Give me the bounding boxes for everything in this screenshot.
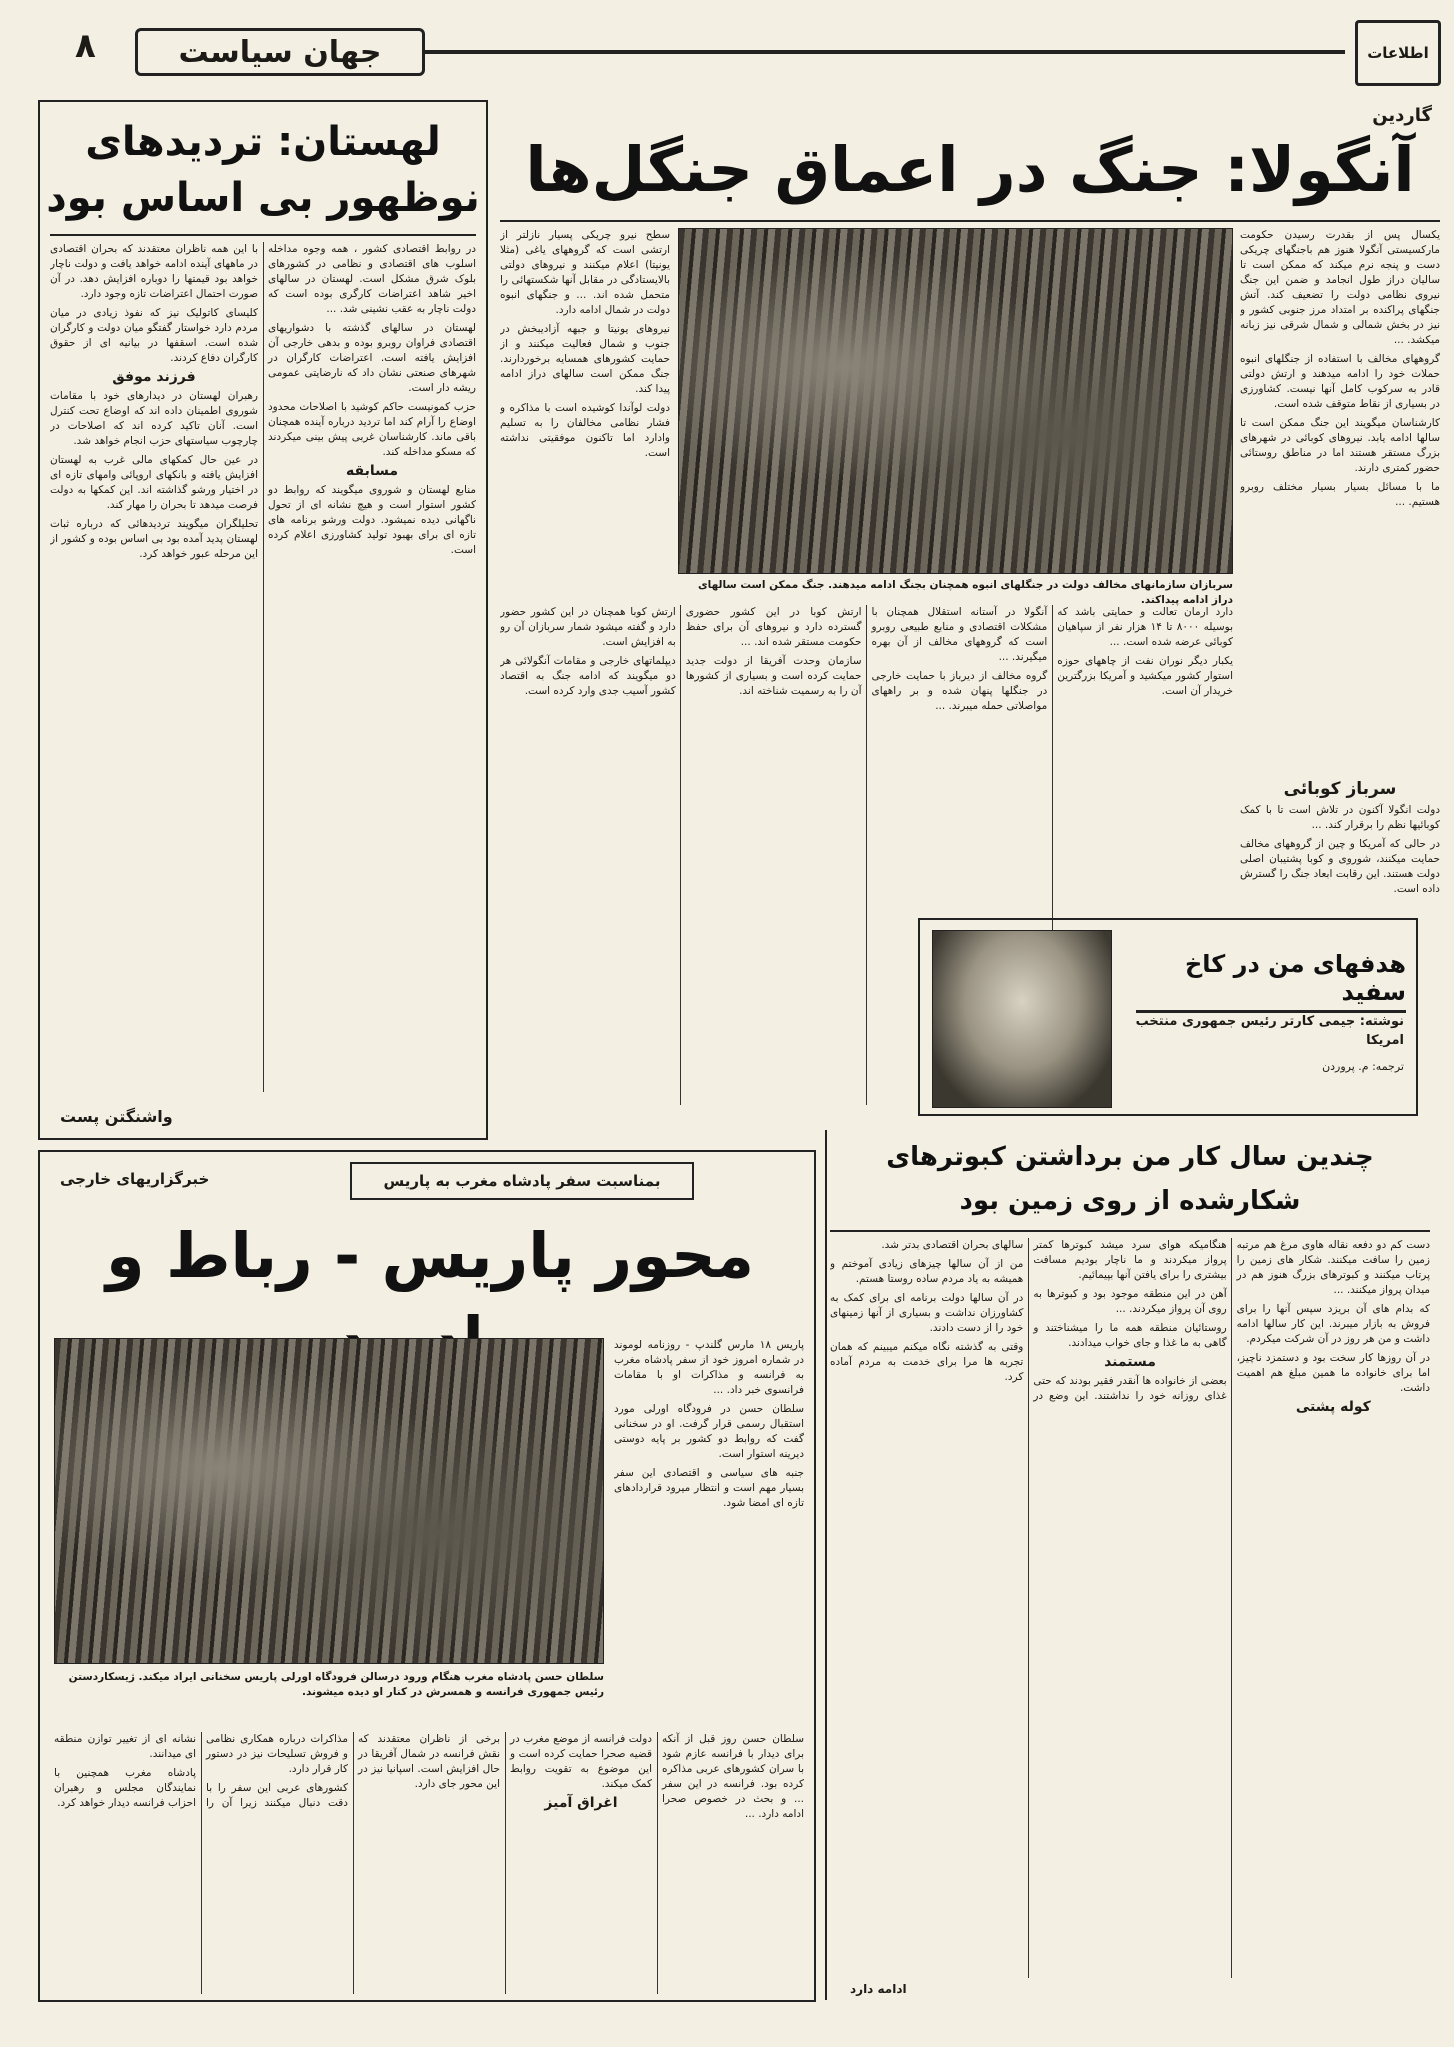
carter-portrait [932, 930, 1112, 1108]
angola-photo-caption: سربازان سازمانهای مخالف دولت در جنگلهای انبوه همچنان بجنگ ادامه میدهند. جنگ ممکن است سالهای دراز ادامه پیداکند. [698, 579, 1233, 606]
morocco-intro: پاریس ۱۸ مارس گلندپ - روزنامه لوموند در شماره امروز خود از سفر پادشاه مغرب به فرانسه و مذاکرات او با مقامات فرانسوی خبر داد. ... سلطان حسن در فرودگاه اورلی مورد استقبال رسمی قرار گرفت. او در سخنانی گفت که روابط دو کشور بر پایه دوستی دیرینه استوار است. جنبه های سیاسی و اقتصادی این سفر بسیار مهم است و انتظار میرود قراردادهای تازه ای امضا شود. [614, 1339, 804, 1509]
pigeons-continue-note: ادامه دارد [850, 1982, 907, 1996]
masthead [35, 18, 1440, 88]
section-title-box [135, 28, 425, 76]
white-house-byline: نوشته: جیمی کارتر رئیس جمهوری منتخب امریکا [1135, 1014, 1404, 1048]
morocco-section-label: خبرگزاریهای خارجی [60, 1170, 210, 1188]
white-house-title: هدفهای من در کاخ سفید [1136, 950, 1406, 1013]
angola-lower-cols: دارد ارمان تعالت و حمایتی باشد که بوسیله ۸۰۰۰ تا ۱۴ هزار نفر از سپاهیان کوبائی عرضه شده است. ... یکبار دیگر نوران نفت از چاههای حوزه استوار کشور میکشید و آمریکا بزرگترین خریدار آن است. آنگولا در آستانه استقلال همچنان با مشکلات اقتصادی و منابع طبیعی روبرو است که گروههای مخالف از آن بهره میگیرند. ... گروه مخالف از دیرباز با حمایت خارجی در جنگلها پنهان شده و بر راههای مواصلاتی حمله میبرند. ... ارتش کوبا در این کشور حضوری گسترده دارد و نیروهای آن برای حفظ حکومت مستقر شده اند. ... سازمان وحدت آفریقا از دولت جدید حمایت کرده است و بسیاری از کشورها آن را به رسمیت شناخته اند. ارتش کوبا همچنان در این کشور حضور دارد و گفته میشود شمار سربازان آن رو به افزایش است. دیپلماتهای خارجی و مقامات آنگولائی هر دو میگویند که ادامه جنگ به اقتصاد کشور آسیب جدی وارد کرده است. [500, 606, 1233, 712]
pigeons-subhead-mostamand: مستمند [1104, 1354, 1156, 1370]
masthead-rule [425, 50, 1345, 54]
morocco-headline: محور پاریس - رباط و [105, 1219, 755, 1292]
section-title: جهان سیاست [178, 34, 382, 70]
pigeons-subhead-koole: کوله پشتی [1295, 1399, 1371, 1415]
angola-right-lower: سرباز کوبائی دولت انگولا آکنون در تلاش است تا با کمک کوبائیها نظم را برقرار کند. ... در حالی که آمریکا و چین از گروههای مخالف حمایت میکنند، شوروی و کوبا پشتیبان اصلی دولت هستند. این رقابت ابعاد جنگ را گسترش داده است. [1240, 779, 1440, 895]
morocco-photo [54, 1338, 604, 1664]
poland-subhead-pattern: فرزند موفق [112, 369, 196, 385]
logo: اطلاعات [1355, 20, 1441, 86]
pigeons-article [830, 1130, 1430, 2000]
pigeons-headline: چندین سال کار من برداشتن کبوترهای شکارشده از روی زمین بود [886, 1142, 1374, 1216]
white-house-box [918, 918, 1418, 1116]
angola-headline: آنگولا: جنگ در اعماق جنگل‌ها [525, 133, 1415, 206]
morocco-article [38, 1150, 816, 2002]
poland-body: در روابط اقتصادی کشور ، همه وجوه مداخله اسلوب های اقتصادی و نظامی در کشورهای بلوک شرق مشکل است. لهستان در سالهای اخیر شاهد اعتراضات کارگری بوده است که دولت ناچار به عقب نشینی شد. ... لهستان در سالهای گذشته با دشواریهای اقتصادی فراوان روبرو بوده و بدهی خارجی آن افزایش یافته است. اعتراضات کارگران در شهرهای صنعتی نشان داد که نارضایتی عمومی ریشه دار است. حزب کمونیست حاکم کوشید با اصلاحات محدود اوضاع را آرام کند اما تردید درباره آینده همچنان باقی ماند. کارشناسان غربی پیش بینی میکردند که مسکو مداخله کند. مسابقه منابع لهستان و شوروی میگویند که روابط دو کشور استوار است و هیچ نشانه ای از تحول ناگهانی دیده نمیشود. دولت ورشو برنامه های تازه ای برای بهبود تولید کشاورزی اعلام کرده است. با این همه ناظران معتقدند که بحران اقتصادی در ماههای آینده ادامه خواهد یافت و دولت ناچار خواهد بود قیمتها را دوباره افزایش دهد. در آن صورت احتمال اعتراضات تازه وجود دارد. کلیسای کاتولیک نیز که نفوذ زیادی در میان مردم دارد خواستار گفتگو میان دولت و کارگران شده است. اسقفها در بیانیه ای از حقوق کارگران دفاع کردند. فرزند موفق رهبران لهستان در دیدارهای خود با مقامات شوروی اطمینان داده اند که اوضاع تحت کنترل است. آنان تاکید کرده اند که اصلاحات در چارچوب سیاستهای حزب انجام خواهد شد. در عین حال کمکهای مالی غرب به لهستان افزایش یافته و بانکهای اروپائی وامهای تازه ای در اختیار ورشو گذاشته اند. این کمکها به دولت فرصت میدهد تا بحران را مهار کند. تحلیلگران میگویند تردیدهائی که درباره ثبات لهستان پدید آمده بود بی اساس بوده و کشور از این مرحله عبور خواهد کرد. [50, 243, 476, 560]
poland-article [38, 100, 488, 1140]
white-house-translator: ترجمه: م. پروردن [1322, 1060, 1404, 1073]
angola-body-mid: سطح نیرو چریکی پسیار نازلتر از ارتشی است که گروههای یاغی (مثلا یونیتا) اعلام میکنند و نیروهای دولتی بالایستادگی در مقابل آنها شکستهائی را متحمل شده اند. ... و جنگهای انبوه دولت در شمال ادامه دارد. نیروهای یونیتا و جبهه آزادیبخش در جنوب و شمال فعالیت میکنند و از حمایت کشورهای همسایه برخوردارند. جنگ ممکن است سالهای دراز ادامه پیدا کند. دولت لوآندا کوشیده است با مذاکره و فشار نظامی مخالفان را به تسلیم وادارد اما تاکنون موفقیتی نداشته است. [500, 229, 670, 459]
poland-headline: لهستان: تردیدهای نوظهور بی اساس بود [46, 119, 480, 221]
pigeons-body: دست کم دو دفعه نقاله هاوی مرغ هم مرتبه زمین را سافت میکنند. شکار های زمین را پرتاب میکنند و کبوترهای بزرگ هنوز هم در میدان پرواز میکنند. ... که بدام های آن بریزد سپس آنها را برای فروش به بازار میبرند. این کار سالها ادامه داشت و من هر روز در آن شرکت میکردم. در آن روزها کار سخت بود و دستمزد ناچیز، اما برای خانواده ما همین مبلغ هم اهمیت داشت. کوله پشتی هنگامیکه هوای سرد میشد کبوترها کمتر پرواز میکردند و ما ناچار بودیم مسافت بیشتری را برای یافتن آنها بپیمائیم. آهن در این منطقه موجود بود و کبوترها به روی آن پرواز میکردند. ... روستائیان منطقه همه ما را میشناختند و گاهی به ما غذا و جای خواب میدادند. مستمند بعضی از خانواده ها آنقدر فقیر بودند که حتی غذای روزانه خود را نداشتند. این وضع در سالهای بحران اقتصادی بدتر شد. من از آن سالها چیزهای زیادی آموختم و همیشه به یاد مردم ساده روستا هستم. در آن سالها دولت برنامه ای برای کمک به کشاورزان نداشت و بسیاری از آنها زمینهای خود را از دست دادند. وقتی به گذشته نگاه میکنم میبینم که همان تجربه ها مرا برای خدمت به مردم آماده کرد. [830, 1239, 1430, 1415]
angola-subhead-cuba: سرباز کوبائی [1283, 779, 1397, 799]
morocco-subhead-eghragh: اغراق آمیز [544, 1795, 618, 1811]
morocco-photo-caption: سلطان حسن پادشاه مغرب هنگام ورود درسالن فرودگاه اورلی پاریس سخنانی ایراد میکند. ژیسکاردستن رئیس جمهوری فرانسه و همسرش در کنار او دیده میشوند. [68, 1671, 604, 1698]
angola-photo [678, 228, 1233, 574]
poland-subhead-race: مسابقه [346, 463, 398, 479]
angola-body-right: یکسال پس از بقدرت رسیدن حکومت مارکسیستی آنگولا هنوز هم باجنگهای چریکی دست و پنجه نرم میکند که ممکن است تا سالیان دراز طول انجامد و ضمن این جنگ نیروی نظامی دولت را تضعیف کند. آتش جنگهای پراکنده بر امتداد مرز جنوبی کشور و نیز در بخش شمالی و شمال شرقی نیز زبانه میکشد. ... گروههای مخالف با استفاده از جنگلهای انبوه حملات خود را ادامه میدهند و ارتش دولتی قادر به سرکوب کامل آنها نیست. کشاورزی در بسیاری از نقاط متوقف شده است. کارشناسان میگویند این جنگ ممکن است تا سالها ادامه یابد. نیروهای کوبائی در شهرهای بزرگ مستقر هستند اما در مناطق روستائی حضور کمتری دارند. ما با مسائل بسیار بسیار مختلف روبرو هستیم. ... [1240, 229, 1440, 508]
column-divider [825, 1130, 827, 2000]
page-number: ٨ [75, 26, 96, 66]
morocco-kicker: بمناسبت سفر پادشاه مغرب به پاریس [350, 1162, 694, 1200]
angola-author: گاردین [1372, 105, 1432, 126]
morocco-lower-cols: سلطان حسن روز قبل از آنکه برای دیدار با فرانسه عازم شود با سران کشورهای عربی مذاکره کرده بود. فرانسه در این سفر ... و بحث در خصوص صحرا ادامه دارد. ... دولت فرانسه از موضع مغرب در قضیه صحرا حمایت کرده است و این موضوع به تقویت روابط کمک میکند. اغراق آمیز برخی از ناظران معتقدند که نقش فرانسه در شمال آفریقا در حال افزایش است. اسپانیا نیز در این محور جای دارد. مذاکرات درباره همکاری نظامی و فروش تسلیحات نیز در دستور کار قرار دارد. کشورهای عربی این سفر را با دقت دنبال میکنند زیرا آن را نشانه ای از تغییر توازن منطقه ای میدانند. پادشاه مغرب همچنین با نمایندگان مجلس و رهبران احزاب فرانسه دیدار خواهد کرد. [54, 1733, 804, 1820]
poland-credit: واشنگتن پست [60, 1107, 173, 1126]
